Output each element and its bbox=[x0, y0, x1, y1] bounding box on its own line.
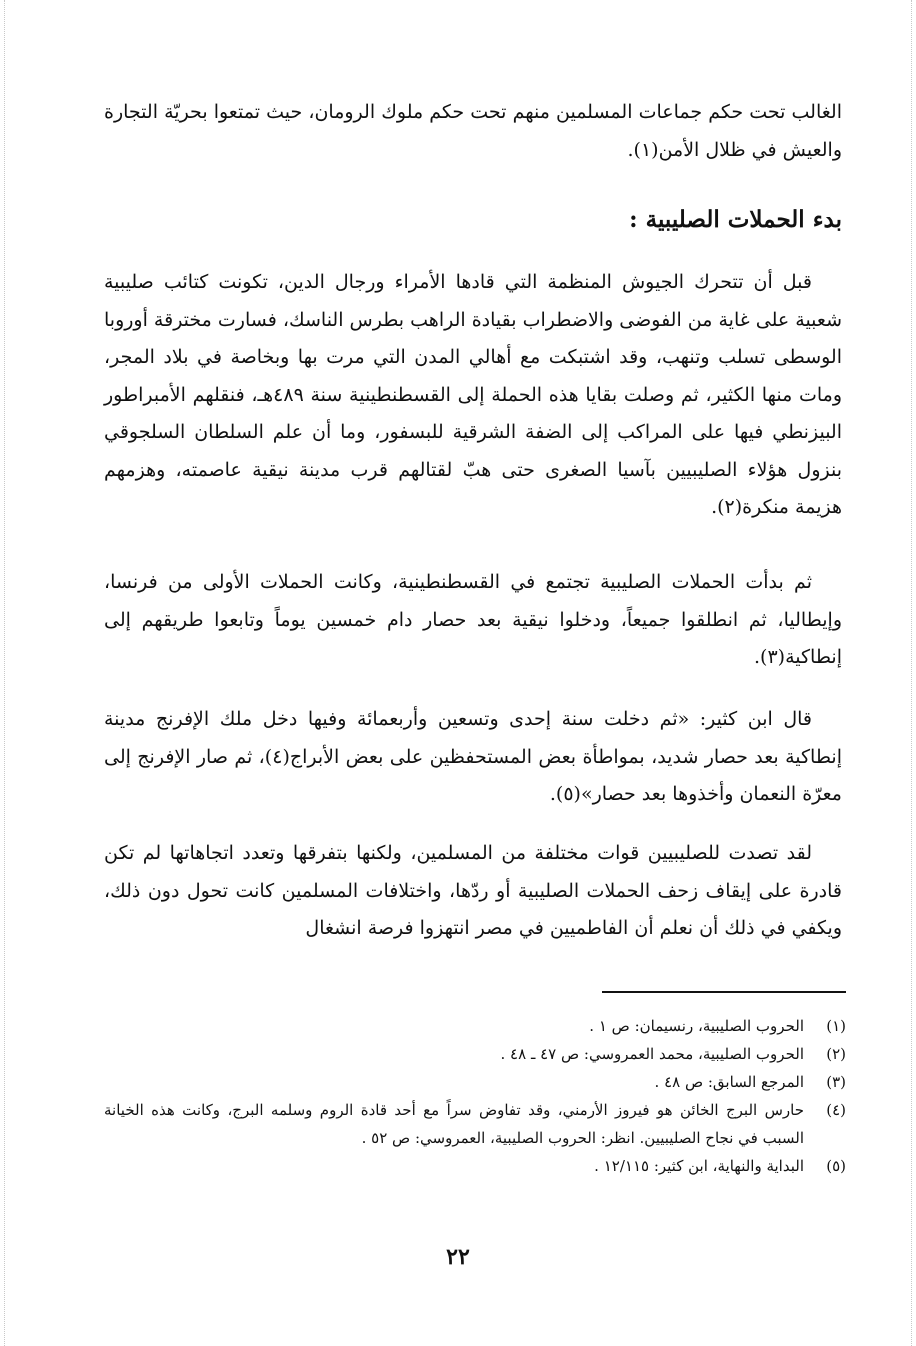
paragraph-continuation bbox=[104, 94, 842, 169]
footnote-text: البداية والنهاية، ابن كثير: ١٢/١١٥ . bbox=[594, 1157, 804, 1175]
paragraph-block-5 bbox=[104, 835, 842, 948]
footnote-text: الحروب الصليبية، محمد العمروسي: ص ٤٧ ـ ٤٨ . bbox=[500, 1045, 804, 1063]
paragraph-4: قال ابن كثير: «ثم دخلت سنة إحدى وتسعين وأربعمائة وفيها دخل ملك الإفرنج مدينة إنطاكية بعد حصار شديد، بمواطأة بعض المستحفظين على بعض الأبراج(٤)، ثم صار الإفرنج إلى معرّة النعمان وأخذوها بعد حصار»(٥). bbox=[104, 708, 843, 805]
footnote-5 bbox=[104, 1152, 846, 1180]
footnote-separator bbox=[602, 991, 846, 993]
footnote-number: (٣) bbox=[826, 1073, 846, 1091]
footnote-text: الحروب الصليبية، رنسيمان: ص ١ . bbox=[589, 1017, 804, 1035]
footnotes bbox=[104, 1012, 846, 1180]
footnote-number: (٥) bbox=[826, 1157, 846, 1175]
footnote-text: حارس البرج الخائن هو فيروز الأرمني، وقد تفاوض سراً مع أحد قادة الروم وسلمه البرج، وكانت هذه الخيانة السبب في نجاح الصليبيين. انظر: الحروب الصليبية، العمروسي: ص ٥٢ . bbox=[104, 1101, 804, 1147]
paragraph-3: ثم بدأت الحملات الصليبية تجتمع في القسطنطينية، وكانت الحملات الأولى من فرنسا، وإيطاليا، ثم انطلقوا جميعاً، ودخلوا نيقية بعد حصار دام خمسين يوماً وتابعوا طريقهم إلى إنطاكية(٣). bbox=[104, 571, 842, 668]
footnote-1 bbox=[104, 1012, 846, 1040]
paragraph-block-2 bbox=[104, 264, 842, 527]
footnote-number: (٢) bbox=[826, 1045, 846, 1063]
footnote-2 bbox=[104, 1040, 846, 1068]
paragraph-1: الغالب تحت حكم جماعات المسلمين منهم تحت حكم ملوك الرومان، حيث تمتعوا بحريّة التجارة والعيش في ظلال الأمن(١). bbox=[104, 101, 842, 161]
footnote-number: (١) bbox=[826, 1017, 846, 1035]
page-number: ٢٢ bbox=[446, 1244, 470, 1270]
section-heading: بدء الحملات الصليبية : bbox=[629, 206, 842, 233]
paragraph-block-4 bbox=[104, 701, 842, 814]
paragraph-2: قبل أن تتحرك الجيوش المنظمة التي قادها الأمراء ورجال الدين، تكونت كتائب صليبية شعبية على غاية من الفوضى والاضطراب بقيادة الراهب بطرس الناسك، فسارت مخترقة أوروبا الوسطى تسلب وتنهب، وقد اشتبكت مع أهالي المدن التي مرت بها وبخاصة في بلاد المجر، ومات منها الكثير، ثم وصلت بقايا هذه الحملة إلى القسطنطينية سنة ٤٨٩هـ، فنقلهم الأمبراطور البيزنطي فيها على المراكب إلى الضفة الشرقية للبسفور، وما أن علم السلطان السلجوقي بنزول هؤلاء الصليبيين بآسيا الصغرى حتى هبّ لقتالهم قرب مدينة نيقية عاصمته، وهزمهم هزيمة منكرة(٢). bbox=[104, 271, 842, 518]
page-edge-right bbox=[911, 0, 912, 1346]
footnote-number: (٤) bbox=[826, 1101, 846, 1119]
page-edge-left bbox=[4, 0, 5, 1346]
footnote-4 bbox=[104, 1096, 846, 1152]
footnote-3 bbox=[104, 1068, 846, 1096]
paragraph-5: لقد تصدت للصليبيين قوات مختلفة من المسلمين، ولكنها بتفرقها وتعدد اتجاهاتها لم تكن قادرة على إيقاف زحف الحملات الصليبية أو ردّها، واختلافات المسلمين كانت تحول دون ذلك، ويكفي في ذلك أن نعلم أن الفاطميين في مصر انتهزوا فرصة انشغال bbox=[104, 842, 842, 939]
footnote-text: المرجع السابق: ص ٤٨ . bbox=[654, 1073, 804, 1091]
paragraph-block-3 bbox=[104, 564, 842, 677]
